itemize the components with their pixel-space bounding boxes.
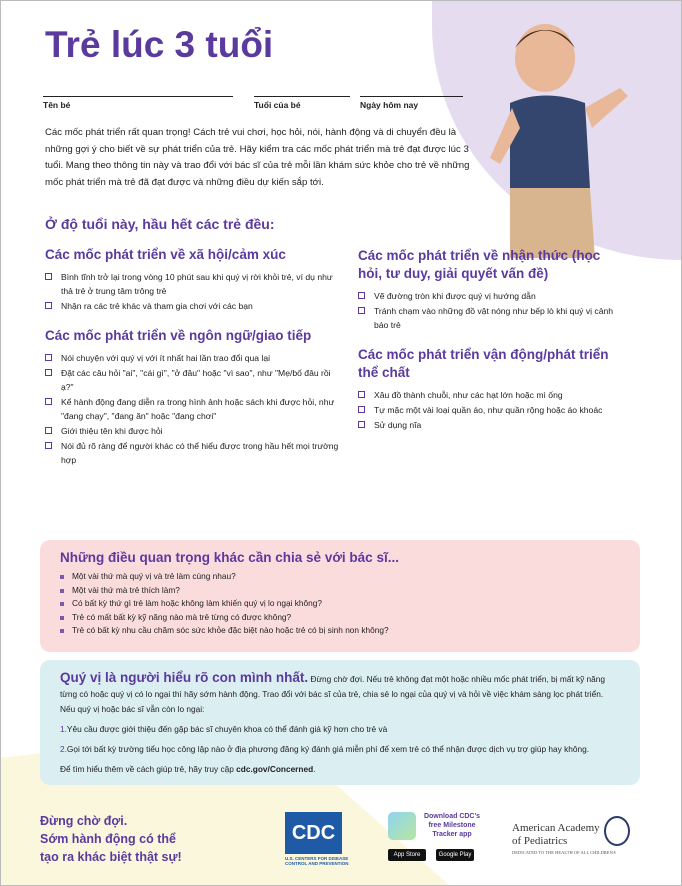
section-title: Các mốc phát triển về xã hội/cảm xúc [45,247,286,262]
checkbox[interactable] [358,406,365,413]
child-name-field[interactable]: Tên bé [43,96,233,110]
share-item: Có bất kỳ thứ gì trẻ làm hoặc không làm khiến quý vị lo ngại không? [60,597,620,611]
bullet-icon [60,575,64,579]
know-your-child-box [40,660,640,785]
step-text: Yêu cầu được giới thiệu đến gặp bác sĩ chuyên khoa có thể đánh giá kỹ hơn cho trẻ và [66,724,388,734]
know-lead: Quý vị là người hiểu rõ con mình nhất. [60,670,309,685]
checkbox[interactable] [45,427,52,434]
step-number: 2. [60,744,67,754]
share-item: Một vài thứ mà quý vị và trẻ làm cùng nhau? [60,570,620,584]
checkbox[interactable] [358,307,365,314]
share-title: Những điều quan trọng khác cần chia sẻ với bác sĩ... [60,550,399,565]
child-photo [470,8,650,258]
milestone-text: Vẽ đường tròn khi được quý vị hướng dẫn [374,291,536,301]
milestone-item[interactable] [45,299,345,313]
checkbox[interactable] [45,302,52,309]
milestone-text: Bình tĩnh trở lại trong vòng 10 phút sau khi quý vị rời khỏi trẻ, ví dụ như thả trẻ ở trung tâm trông trẻ [61,272,333,296]
milestone-item[interactable] [45,424,345,438]
milestone-text: Kể hành động đang diễn ra trong hình ảnh hoặc sách khi được hỏi, như "đang chạy", "đang ăn" hoặc "đang chơi" [61,397,335,421]
bullet-icon [60,589,64,593]
period: . [313,764,316,774]
cdc-logo: CDC [285,812,342,854]
checkbox[interactable] [45,442,52,449]
app-store-button[interactable]: App Store [388,849,426,861]
milestone-text: Nhận ra các trẻ khác và tham gia chơi với các bạn [61,301,253,311]
aap-tagline: DEDICATED TO THE HEALTH OF ALL CHILDREN® [512,850,617,855]
bullet-icon [60,616,64,620]
share-item: Một vài thứ mà trẻ thích làm? [60,584,620,598]
milestone-item[interactable] [45,395,345,423]
aap-seal-icon [604,816,630,846]
milestone-item[interactable] [45,351,345,365]
milestone-text: Sử dụng nĩa [374,420,422,430]
milestone-item[interactable] [358,418,618,432]
age-heading: Ở độ tuổi này, hầu hết các trẻ đều: [45,216,275,232]
intro-text: Các mốc phát triển rất quan trọng! Cách trẻ vui chơi, học hỏi, nói, hành động và di chuyển đều là những gợi ý cho biết về sự phát triển của trẻ. Hãy kiểm tra các mốc phát triển mà trẻ đạt được lúc 3 tuổi. Mang theo thông tin này và trao đổi với bác sĩ của trẻ mỗi lần khám sức khỏe cho trẻ về những mốc phát triển mà trẻ đã đạt được và những điều dự kiến sắp tới. [45,127,470,188]
app-download-text: Download CDC's free Milestone Tracker app [423,813,481,838]
today-date-field[interactable]: Ngày hôm nay [360,96,463,110]
milestone-text: Xâu đồ thành chuỗi, như các hạt lớn hoặc mì ống [374,390,563,400]
milestone-item[interactable] [358,388,618,402]
share-item: Trẻ có bất kỳ nhu cầu chăm sóc sức khỏe đặc biệt nào hoặc trẻ có bị sinh non không? [60,624,620,638]
section-title: Các mốc phát triển về ngôn ngữ/giao tiếp [45,328,312,343]
checkbox[interactable] [45,354,52,361]
learn-more-text: Để tìm hiểu thêm về cách giúp trẻ, hãy truy cập [60,764,237,774]
bullet-icon [60,629,64,633]
checkbox[interactable] [45,398,52,405]
child-age-field[interactable]: Tuổi của bé [254,96,350,110]
share-item: Trẻ có mất bất kỳ kỹ năng nào mà trẻ từng có được không? [60,611,620,625]
step-text: Gọi tới bất kỳ trường tiểu học công lập nào ở địa phương đăng ký đánh giá miễn phí để xem trẻ có thể nhận được dịch vụ trợ giúp hay không. [66,744,589,754]
milestone-text: Tránh chạm vào những đồ vật nóng như bếp lò khi quý vị cảnh báo trẻ [374,306,614,330]
dont-wait-slogan: Đừng chờ đợi. Sớm hành động có thể tạo ra khác biệt thật sự! [40,814,182,864]
aap-logo-text: American Academy of Pediatrics [512,822,600,847]
milestone-item[interactable] [358,304,618,332]
section-title: Các mốc phát triển về nhận thức (học hỏi, tư duy, giải quyết vấn đề) [358,248,601,281]
bullet-icon [60,602,64,606]
cdc-subtitle: U.S. CENTERS FOR DISEASE CONTROL AND PREVENTION [285,856,349,866]
milestone-item[interactable] [358,289,618,303]
milestone-tracker-app-icon[interactable] [388,812,416,840]
checkbox[interactable] [45,273,52,280]
section-title: Các mốc phát triển vận động/phát triển thể chất [358,347,609,380]
step-number: 1. [60,724,67,734]
page-title: Trẻ lúc 3 tuổi [45,24,274,65]
milestone-item[interactable] [45,439,345,467]
milestone-text: Tự mặc một vài loại quần áo, như quần rộng hoặc áo khoác [374,405,603,415]
milestone-item[interactable] [358,403,618,417]
google-play-button[interactable]: Google Play [436,849,474,861]
milestone-item[interactable] [45,270,345,298]
know-text: Đừng chờ đợi. Nếu trẻ không đạt một hoặc nhiều mốc phát triển, bị mất kỹ năng từng có hoặc quý vị có lo ngại thì hãy sớm hành động. Trao đổi với bác sĩ của trẻ, chia sẻ lo ngại của quý vị và hỏi về việc khám sàng lọc phát triển. Nếu quý vị hoặc bác sĩ vẫn còn lo ngại: [60,674,606,714]
milestone-item[interactable] [45,366,345,394]
milestone-text: Nói chuyện với quý vị với ít nhất hai lần trao đổi qua lại [61,353,271,363]
milestone-text: Đặt các câu hỏi "ai", "cái gì", "ở đâu" hoặc "vì sao", như "Mẹ/bố đâu rồi ạ?" [61,368,331,392]
checkbox[interactable] [358,421,365,428]
milestone-text: Giới thiệu tên khi được hỏi [61,426,163,436]
checkbox[interactable] [45,369,52,376]
milestone-text: Nói đủ rõ ràng để người khác có thể hiểu được trong hầu hết mọi trường hợp [61,441,339,465]
checkbox[interactable] [358,292,365,299]
checkbox[interactable] [358,391,365,398]
share-with-doctor-box [40,540,640,652]
cdc-concerned-link[interactable]: cdc.gov/Concerned [236,764,314,774]
